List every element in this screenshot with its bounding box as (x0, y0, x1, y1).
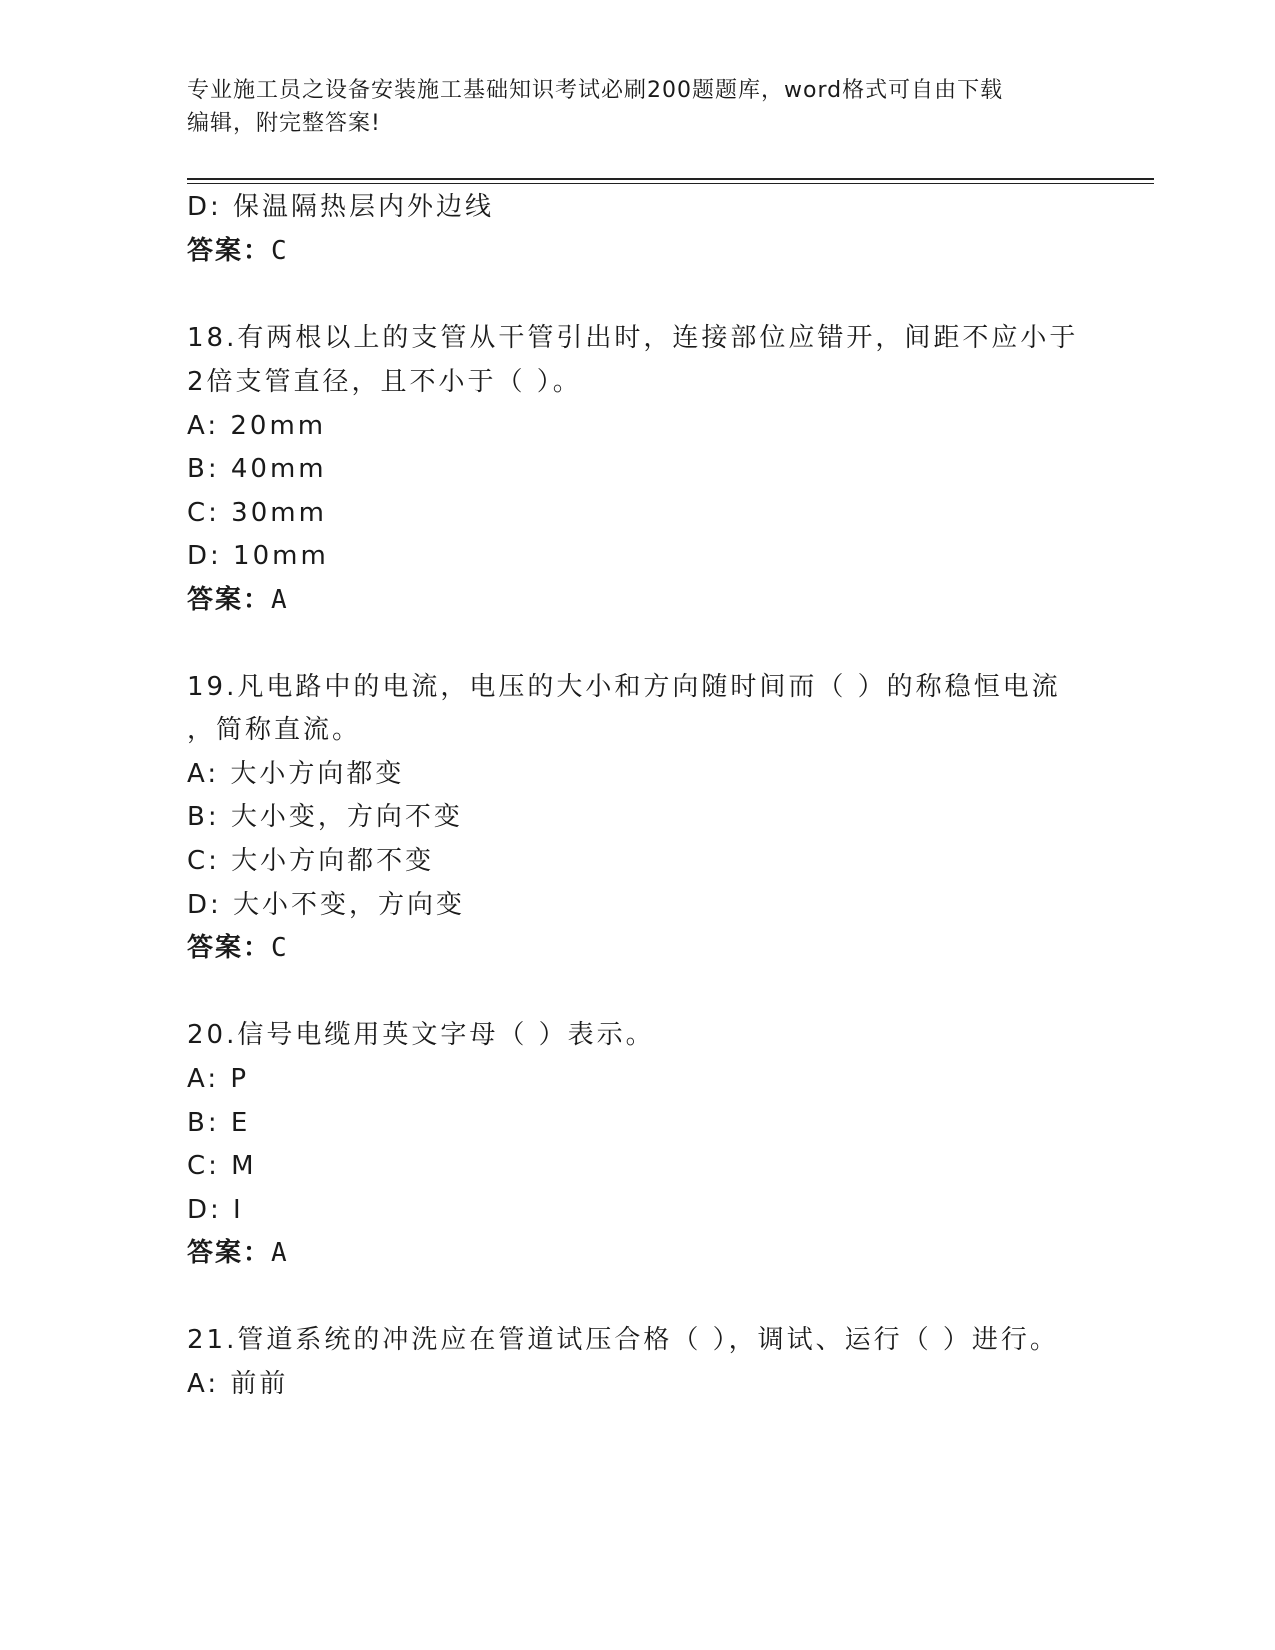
q20-stem-line-1: 20.信号电缆用英文字母（ ）表示。 (187, 1020, 655, 1050)
answer-label: 答案： (187, 933, 272, 963)
q19-stem-line-2: ，简称直流。 (187, 715, 362, 745)
document-header (187, 74, 1077, 140)
header-divider-thick (187, 178, 1154, 180)
q18-stem-line-2: 2倍支管直径，且不小于（ ）。 (187, 367, 582, 397)
q19-option-c: C: 大小方向都不变 (187, 846, 435, 876)
q18-option-d: D: 10mm (187, 541, 329, 571)
q19-option-b: B: 大小变，方向不变 (187, 802, 463, 832)
q19-option-a: A: 大小方向都变 (187, 759, 405, 789)
header-divider-thin (187, 183, 1154, 184)
q18-option-a: A: 20mm (187, 411, 327, 441)
q20-answer (187, 1236, 289, 1270)
q19-stem-line-1: 19.凡电路中的电流，电压的大小和方向随时间而（ ）的称稳恒电流 (187, 672, 1061, 702)
q18-option-c: C: 30mm (187, 498, 327, 528)
q17-answer (187, 234, 289, 268)
answer-value: C (271, 236, 289, 266)
q20-option-c: C: M (187, 1151, 257, 1181)
q18-answer (187, 583, 289, 617)
answer-label: 答案： (187, 585, 272, 615)
answer-label: 答案： (187, 236, 272, 266)
q21-option-a: A: 前前 (187, 1369, 289, 1399)
answer-value: A (271, 1238, 289, 1268)
q20-option-b: B: E (187, 1108, 251, 1138)
header-title-line-2: 编辑，附完整答案! (187, 111, 381, 136)
q17-option-d: D: 保温隔热层内外边线 (187, 192, 495, 222)
header-title-line-1: 专业施工员之设备安装施工基础知识考试必刷200题题库，word格式可自由下载 (187, 78, 1004, 103)
q18-stem-line-1: 18.有两根以上的支管从干管引出时，连接部位应错开，间距不应小于 (187, 323, 1079, 353)
q21-stem-line-1: 21.管道系统的冲洗应在管道试压合格（ ），调试、运行（ ）进行。 (187, 1325, 1059, 1355)
answer-value: C (271, 933, 289, 963)
answer-label: 答案： (187, 1238, 272, 1268)
q20-option-d: D: I (187, 1195, 244, 1225)
q19-answer (187, 931, 289, 965)
answer-value: A (271, 585, 289, 615)
q20-option-a: A: P (187, 1064, 250, 1094)
q19-option-d: D: 大小不变，方向变 (187, 890, 466, 920)
q18-option-b: B: 40mm (187, 454, 327, 484)
